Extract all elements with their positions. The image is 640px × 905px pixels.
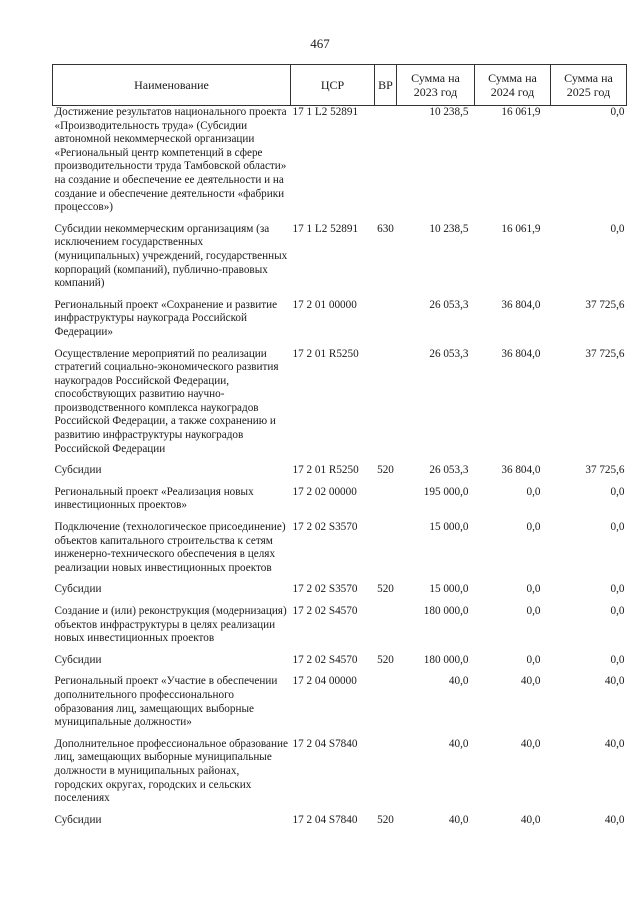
row-sum-2025: 0,0 — [610, 106, 625, 118]
table-row — [53, 583, 627, 605]
row-sum-2025: 37 725,6 — [585, 347, 625, 360]
header-sum-2025: Сумма на 2025 год — [551, 65, 627, 106]
row-sum-2024: 16 061,9 — [501, 222, 541, 235]
row-name: Субсидии некоммерческим организациям (за исключением государственных (муниципальных) учреждений, государственных корпораций (компаний), публично-правовых компаний) — [54, 222, 288, 290]
table-row — [53, 486, 627, 521]
table-row — [53, 675, 627, 737]
row-name: Региональный проект «Сохранение и развитие инфраструктуры наукограда Российской Федерации» — [54, 298, 278, 338]
row-sum-2023: 40,0 — [448, 675, 469, 688]
table-row — [53, 814, 627, 836]
row-sum-2023: 15 000,0 — [429, 583, 469, 596]
row-name: Осуществление мероприятий по реализации стратегий социально-экономического развития наукоградов Российской Федерации, способствующих развитию научно-производственного комплекса наукоградов Российской Федерации, а также сохранению и развитию инфраструктуры наукоградов Российской Федерации — [54, 347, 279, 455]
row-sum-2024: 40,0 — [520, 813, 541, 826]
row-name: Субсидии — [54, 464, 102, 477]
row-sum-2025: 0,0 — [610, 521, 625, 534]
row-csr: 17 1 L2 52891 — [292, 222, 359, 235]
row-sum-2024: 0,0 — [526, 653, 541, 666]
row-sum-2023: 180 000,0 — [423, 605, 469, 617]
table-row — [53, 738, 627, 814]
row-vr: 630 — [377, 222, 394, 235]
row-csr: 17 2 04 S7840 — [292, 813, 358, 826]
row-name: Региональный проект «Участие в обеспечении дополнительного профессионального образования лиц, замещающих выборные муниципальные должности» — [54, 675, 278, 729]
row-sum-2023: 15 000,0 — [429, 521, 469, 534]
row-sum-2025: 0,0 — [610, 605, 625, 617]
row-vr — [375, 299, 397, 348]
table-row — [53, 654, 627, 676]
row-name: Достижение результатов национального проекта «Производительность труда» (Субсидии автономной некоммерческой организации «Региональный центр компетенций в сфере производительности труда Тамбовской области» на создание и обеспечение ее деятельности и на создание и обеспечение деятельности «фабрики процессов») — [54, 106, 287, 214]
table-row — [53, 348, 627, 465]
row-vr: 520 — [377, 583, 394, 596]
row-sum-2024: 40,0 — [520, 675, 541, 688]
row-sum-2025: 0,0 — [610, 583, 625, 596]
row-csr: 17 2 01 00000 — [292, 298, 357, 311]
row-name: Дополнительное профессиональное образование лиц, замещающих выборные муниципальные должности в муниципальных районах, городских округах, городских и сельских поселениях — [54, 737, 288, 805]
row-sum-2025: 40,0 — [604, 675, 625, 688]
row-sum-2024: 36 804,0 — [501, 298, 541, 311]
budget-table — [52, 64, 627, 835]
row-csr: 17 1 L2 52891 — [292, 106, 359, 118]
row-sum-2025: 0,0 — [610, 222, 625, 235]
table-header-row — [53, 65, 627, 106]
header-sum-2023: Сумма на 2023 год — [397, 65, 475, 106]
table-row — [53, 299, 627, 348]
row-sum-2023: 26 053,3 — [429, 464, 469, 477]
row-sum-2023: 26 053,3 — [429, 298, 469, 311]
row-sum-2025: 40,0 — [604, 813, 625, 826]
row-csr: 17 2 01 R5250 — [292, 464, 359, 477]
row-name: Региональный проект «Реализация новых инвестиционных проектов» — [54, 485, 254, 512]
row-name: Субсидии — [54, 813, 102, 826]
row-name: Субсидии — [54, 583, 102, 596]
page-number: 467 — [310, 36, 330, 51]
row-sum-2025: 0,0 — [610, 485, 625, 498]
row-sum-2023: 180 000,0 — [423, 653, 469, 666]
row-name: Подключение (технологическое присоединение) объектов капитального строительства к сетям инженерно-технического обеспечения в целях реализации новых инвестиционных проектов — [54, 521, 286, 574]
table-row — [53, 605, 627, 654]
row-vr — [375, 348, 397, 465]
row-sum-2024: 0,0 — [526, 521, 541, 534]
row-vr: 520 — [377, 813, 394, 826]
table-row — [53, 106, 627, 223]
row-sum-2023: 10 238,5 — [429, 222, 469, 235]
row-csr: 17 2 02 S3570 — [292, 583, 358, 596]
row-csr: 17 2 01 R5250 — [292, 347, 359, 360]
table-row — [53, 521, 627, 583]
row-name: Субсидии — [54, 653, 102, 666]
row-sum-2025: 37 725,6 — [585, 298, 625, 311]
row-sum-2025: 40,0 — [604, 737, 625, 750]
row-sum-2024: 0,0 — [526, 485, 541, 498]
row-sum-2023: 10 238,5 — [429, 106, 469, 118]
header-name: Наименование — [53, 65, 291, 106]
row-vr — [375, 521, 397, 583]
row-csr: 17 2 02 S4570 — [292, 605, 358, 617]
row-vr — [375, 675, 397, 737]
row-vr — [375, 106, 397, 223]
row-sum-2023: 195 000,0 — [423, 485, 469, 498]
row-sum-2024: 36 804,0 — [501, 464, 541, 477]
row-csr: 17 2 02 S3570 — [292, 521, 358, 534]
row-sum-2025: 0,0 — [610, 653, 625, 666]
header-csr: ЦСР — [291, 65, 375, 106]
row-sum-2024: 0,0 — [526, 605, 541, 617]
row-vr — [375, 605, 397, 654]
row-vr — [375, 738, 397, 814]
row-sum-2024: 16 061,9 — [501, 106, 541, 118]
row-sum-2024: 0,0 — [526, 583, 541, 596]
row-vr: 520 — [377, 653, 394, 666]
row-csr: 17 2 04 S7840 — [292, 737, 358, 750]
row-sum-2023: 40,0 — [448, 813, 469, 826]
header-sum-2024: Сумма на 2024 год — [475, 65, 551, 106]
header-vr: ВР — [375, 65, 397, 106]
row-csr: 17 2 04 00000 — [292, 675, 357, 688]
row-sum-2023: 26 053,3 — [429, 347, 469, 360]
row-vr — [375, 486, 397, 521]
row-name: Создание и (или) реконструкция (модернизация) объектов инфраструктуры в целях реализации новых инвестиционных проектов — [54, 605, 287, 645]
row-csr: 17 2 02 S4570 — [292, 653, 358, 666]
row-sum-2024: 40,0 — [520, 737, 541, 750]
row-sum-2024: 36 804,0 — [501, 347, 541, 360]
table-row — [53, 464, 627, 486]
row-vr: 520 — [377, 464, 394, 477]
row-csr: 17 2 02 00000 — [292, 485, 357, 498]
row-sum-2025: 37 725,6 — [585, 464, 625, 477]
row-sum-2023: 40,0 — [448, 737, 469, 750]
table-row — [53, 223, 627, 299]
